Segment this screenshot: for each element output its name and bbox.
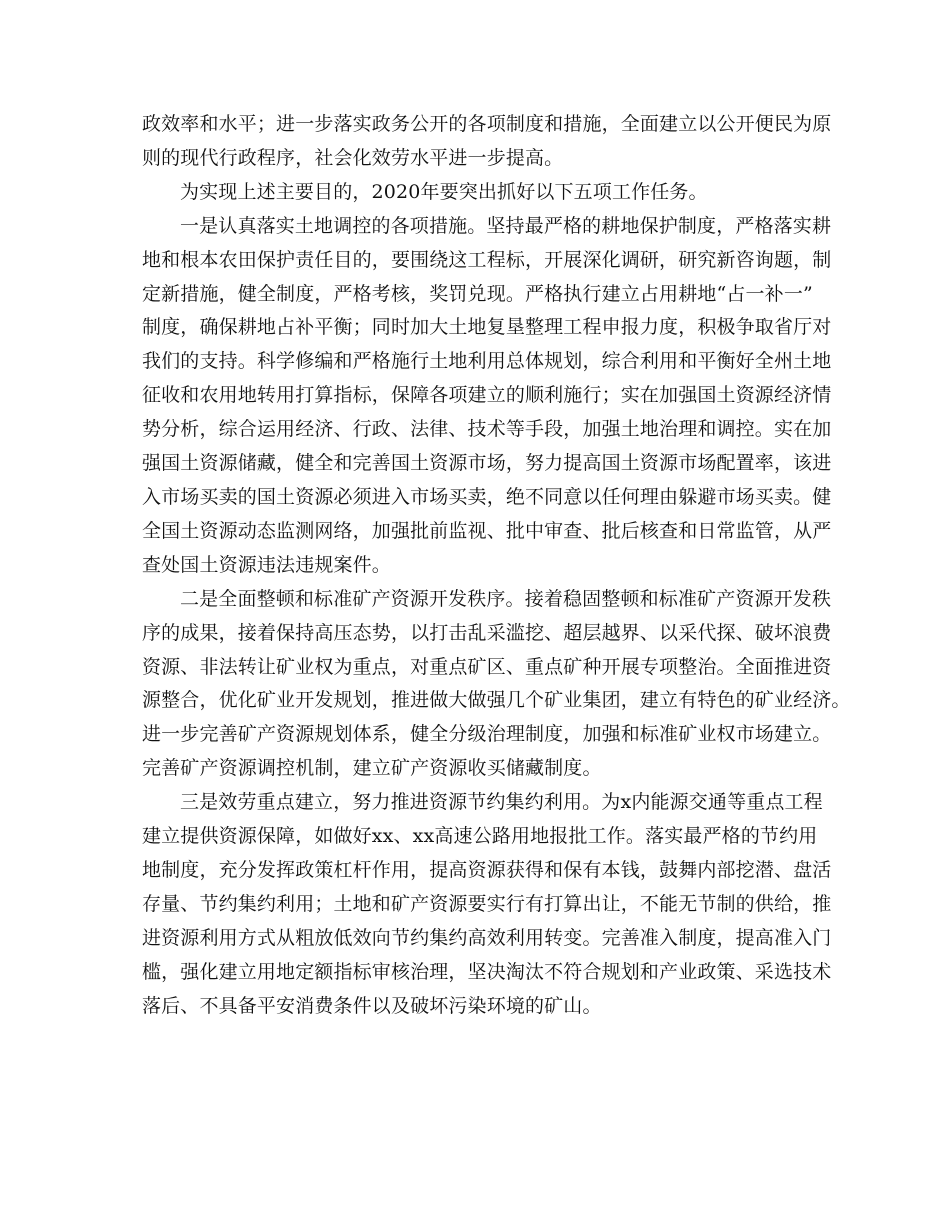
- text-line: 地和根本农田保护责任目的，要围绕这工程标，开展深化调研，研究新咨询题，制: [142, 248, 832, 271]
- text-line: 二是全面整顿和标准矿产资源开发秩序。接着稳固整顿和标准矿产资源开发秩: [180, 587, 832, 610]
- text-line: 资源、非法转让矿业权为重点，对重点矿区、重点矿种开展专项整治。全面推进资: [142, 655, 832, 678]
- text-line: 入市场买卖的国土资源必须进入市场买卖，绝不同意以任何理由躲避市场买卖。健: [142, 485, 832, 508]
- text-line: 强国土资源储藏，健全和完善国土资源市场，努力提高国土资源市场配置率，该进: [142, 452, 832, 475]
- text-line: 全国土资源动态监测网络，加强批前监视、批中审查、批后核查和日常监管，从严: [142, 519, 832, 542]
- paragraph-4: [142, 583, 851, 786]
- text-line: 征收和农用地转用打算指标，保障各项建立的顺利施行；实在加强国土资源经济情: [142, 384, 832, 407]
- text-line: 存量、节约集约利用；土地和矿产资源要实行有打算出让，不能无节制的供给，推: [142, 892, 832, 915]
- text-line: 槛，强化建立用地定额指标审核治理，坚决淘汰不符合规划和产业政策、采选技术: [142, 960, 832, 983]
- text-line: 为实现上述主要目的，2020年要突出抓好以下五项工作任务。: [180, 180, 708, 203]
- text-line: 制度，确保耕地占补平衡；同时加大土地复垦整理工程申报力度，积极争取省厅对: [142, 316, 832, 339]
- text-line: 进一步完善矿产资源规划体系，健全分级治理制度，加强和标准矿业权市场建立。: [142, 723, 832, 746]
- text-line: 完善矿产资源调控机制，建立矿产资源收买储藏制度。: [142, 757, 602, 780]
- text-line: 地制度，充分发挥政策杠杆作用，提高资源获得和保有本钱，鼓舞内部挖潜、盘活: [142, 858, 832, 881]
- paragraph-3: [142, 210, 832, 583]
- text-line: 落后、不具备平安消费条件以及破坏污染环境的矿山。: [142, 994, 602, 1017]
- paragraph-2: [142, 176, 812, 210]
- text-line: 势分析，综合运用经济、行政、法律、技术等手段，加强土地治理和调控。实在加: [142, 418, 832, 441]
- text-line: 三是效劳重点建立，努力推进资源节约集约利用。为x内能源交通等重点工程: [180, 791, 823, 814]
- text-line: 建立提供资源保障，如做好xx、xx高速公路用地报批工作。落实最严格的节约用: [142, 825, 818, 848]
- text-line: 源整合，优化矿业开发规划，推进做大做强几个矿业集团，建立有特色的矿业经济。: [142, 689, 851, 712]
- text-line: 一是认真落实土地调控的各项措施。坚持最严格的耕地保护制度，严格落实耕: [180, 214, 832, 237]
- paragraph-1: [142, 108, 832, 176]
- text-line: 政效率和水平；进一步落实政务公开的各项制度和措施，全面建立以公开便民为原: [142, 113, 832, 135]
- text-line: 我们的支持。科学修编和严格施行土地利用总体规划，综合利用和平衡好全州土地: [142, 350, 832, 373]
- text-line: 定新措施，健全制度，严格考核，奖罚兑现。严格执行建立占用耕地“占一补一”: [142, 282, 813, 305]
- paragraph-5: [142, 786, 832, 1023]
- document-page: [142, 108, 851, 1023]
- text-line: 则的现代行政程序，社会化效劳水平进一步提高。: [142, 146, 564, 169]
- text-line: 序的成果，接着保持高压态势，以打击乱采滥挖、超层越界、以采代探、破坏浪费: [142, 621, 832, 644]
- text-line: 查处国土资源违法违规案件。: [142, 553, 391, 576]
- text-line: 进资源利用方式从粗放低效向节约集约高效利用转变。完善准入制度，提高准入门: [142, 926, 832, 949]
